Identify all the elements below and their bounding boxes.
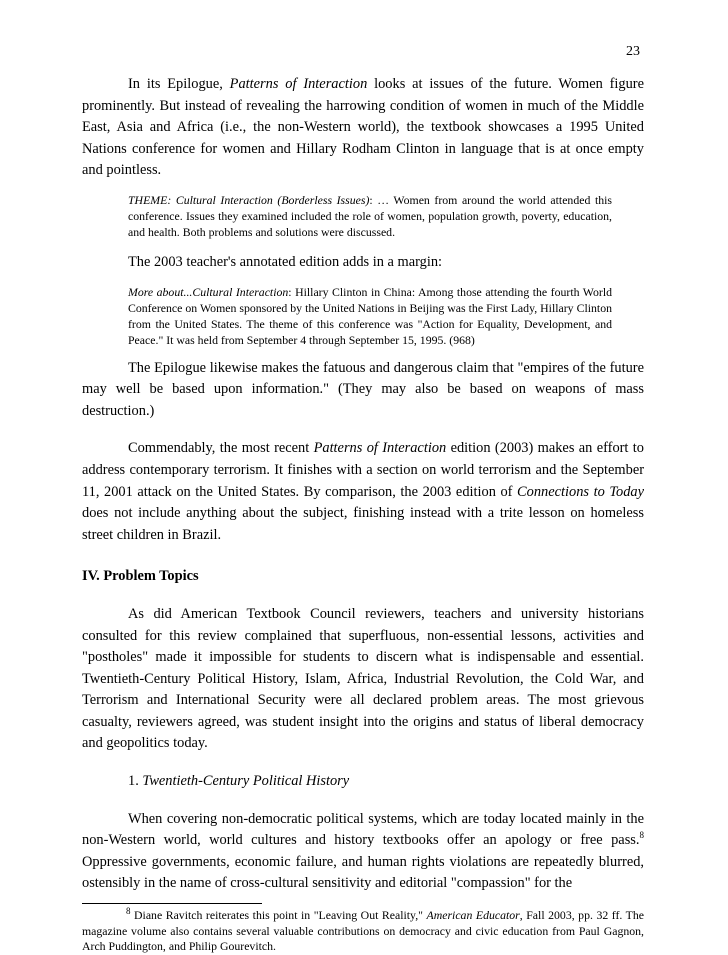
paragraph-empires: The Epilogue likewise makes the fatuous and dangerous claim that "empires of the future may well be based upon information." (They may also be based on weapons of mass destruction.) xyxy=(82,359,644,419)
journal-title: American Educator xyxy=(426,908,520,923)
block-quote-theme xyxy=(128,192,612,240)
teacher-note xyxy=(128,252,612,274)
quote-text: : … Women from around the world attended this conference. Issues they examined included the role of women, population growth, poverty, education, and health. Both problems and solutions were discussed. xyxy=(128,192,612,239)
text: Oppressive governments, economic failure, and human rights violations are repeatedly blurred, ostensibly in the name of cross-cultural sensitivity and editorial "compassion" for the xyxy=(82,853,644,892)
teacher-note-text: The 2003 teacher's annotated edition adds in a margin: xyxy=(128,253,443,270)
quote-lead: More about...Cultural Interaction xyxy=(128,284,289,299)
subheading-title: Twentieth-Century Political History xyxy=(142,773,350,790)
paragraph-problem-topics: As did American Textbook Council reviewers, teachers and university historians consulted for this review complained that superfluous, non-essential lessons, activities and "postholes" made it impossible for students to discern what is indispensable and essential. Twentieth-Century Political History, Islam, Africa, Industrial Revolution, the Cold War, and Terrorism and International Security were all declared problem areas. The most grievous casualty, reviewers agreed, was student insight into the origins and status of liberal democracy and geopolitics today. xyxy=(82,605,644,752)
text: does not include anything about the subject, finishing instead with a trite lesson on homeless street children in Brazil. xyxy=(82,505,644,543)
book-title: Connections to Today xyxy=(517,483,644,500)
footnote-ref[interactable]: 8 xyxy=(639,830,644,841)
text: edition (2003) makes an effort to address contemporary terrorism. It finishes with a section on world terrorism and the September 11, 2001 attack on the United States. By comparison, the 2003 edition of xyxy=(82,440,644,500)
subheading xyxy=(82,771,644,793)
quote-text: : Hillary Clinton in China: Among those attending the fourth World Conference on Women sponsored by the United Nations in Beijing was the First Lady, Hillary Clinton from the United States. The theme of this conference was "Action for Equality, Development, and Peace." It was held from September 4 through September 15, 1995. (968) xyxy=(128,284,612,347)
book-title: Patterns of Interaction xyxy=(313,440,447,457)
block-quote-margin xyxy=(128,284,612,348)
paragraph-terrorism xyxy=(82,438,644,546)
paragraph-epilogue xyxy=(82,74,644,182)
quote-lead: THEME: Cultural Interaction (Borderless Issues) xyxy=(128,192,370,207)
subheading-number: 1. xyxy=(128,773,143,790)
footnote-number: 8 xyxy=(126,906,131,917)
section-heading: IV. Problem Topics xyxy=(82,568,199,585)
text: looks at issues of the future. Women figure prominently. But instead of revealing the harrowing condition of women in much of the Middle East, Asia and Africa (i.e., the non-Western world), the textbook showcases a 1995 United Nations conference for women and Hillary Rodham Clinton in language that is at once empty and pointless. xyxy=(82,76,644,179)
text: Commendably, the most recent xyxy=(128,440,314,457)
page-body xyxy=(82,74,644,955)
footnote-divider xyxy=(82,903,262,904)
footnote-text: , Fall 2003, pp. 32 ff. The magazine volume also contains several valuable contributions on democracy and civic education from Paul Gagnon, Arch Puddington, and Philip Gourevitch. xyxy=(82,908,645,954)
paragraph-political-history xyxy=(82,809,644,895)
book-title: Patterns of Interaction xyxy=(229,76,368,92)
footnote-text: Diane Ravitch reiterates this point in "Leaving Out Reality," xyxy=(130,908,427,923)
text: When covering non-democratic political systems, which are today located mainly in the non-Western world, world cultures and history textbooks offer an apology or free pass. xyxy=(82,810,644,849)
page-number: 23 xyxy=(626,44,640,59)
footnote xyxy=(82,908,644,955)
text: In its Epilogue, xyxy=(128,76,230,92)
